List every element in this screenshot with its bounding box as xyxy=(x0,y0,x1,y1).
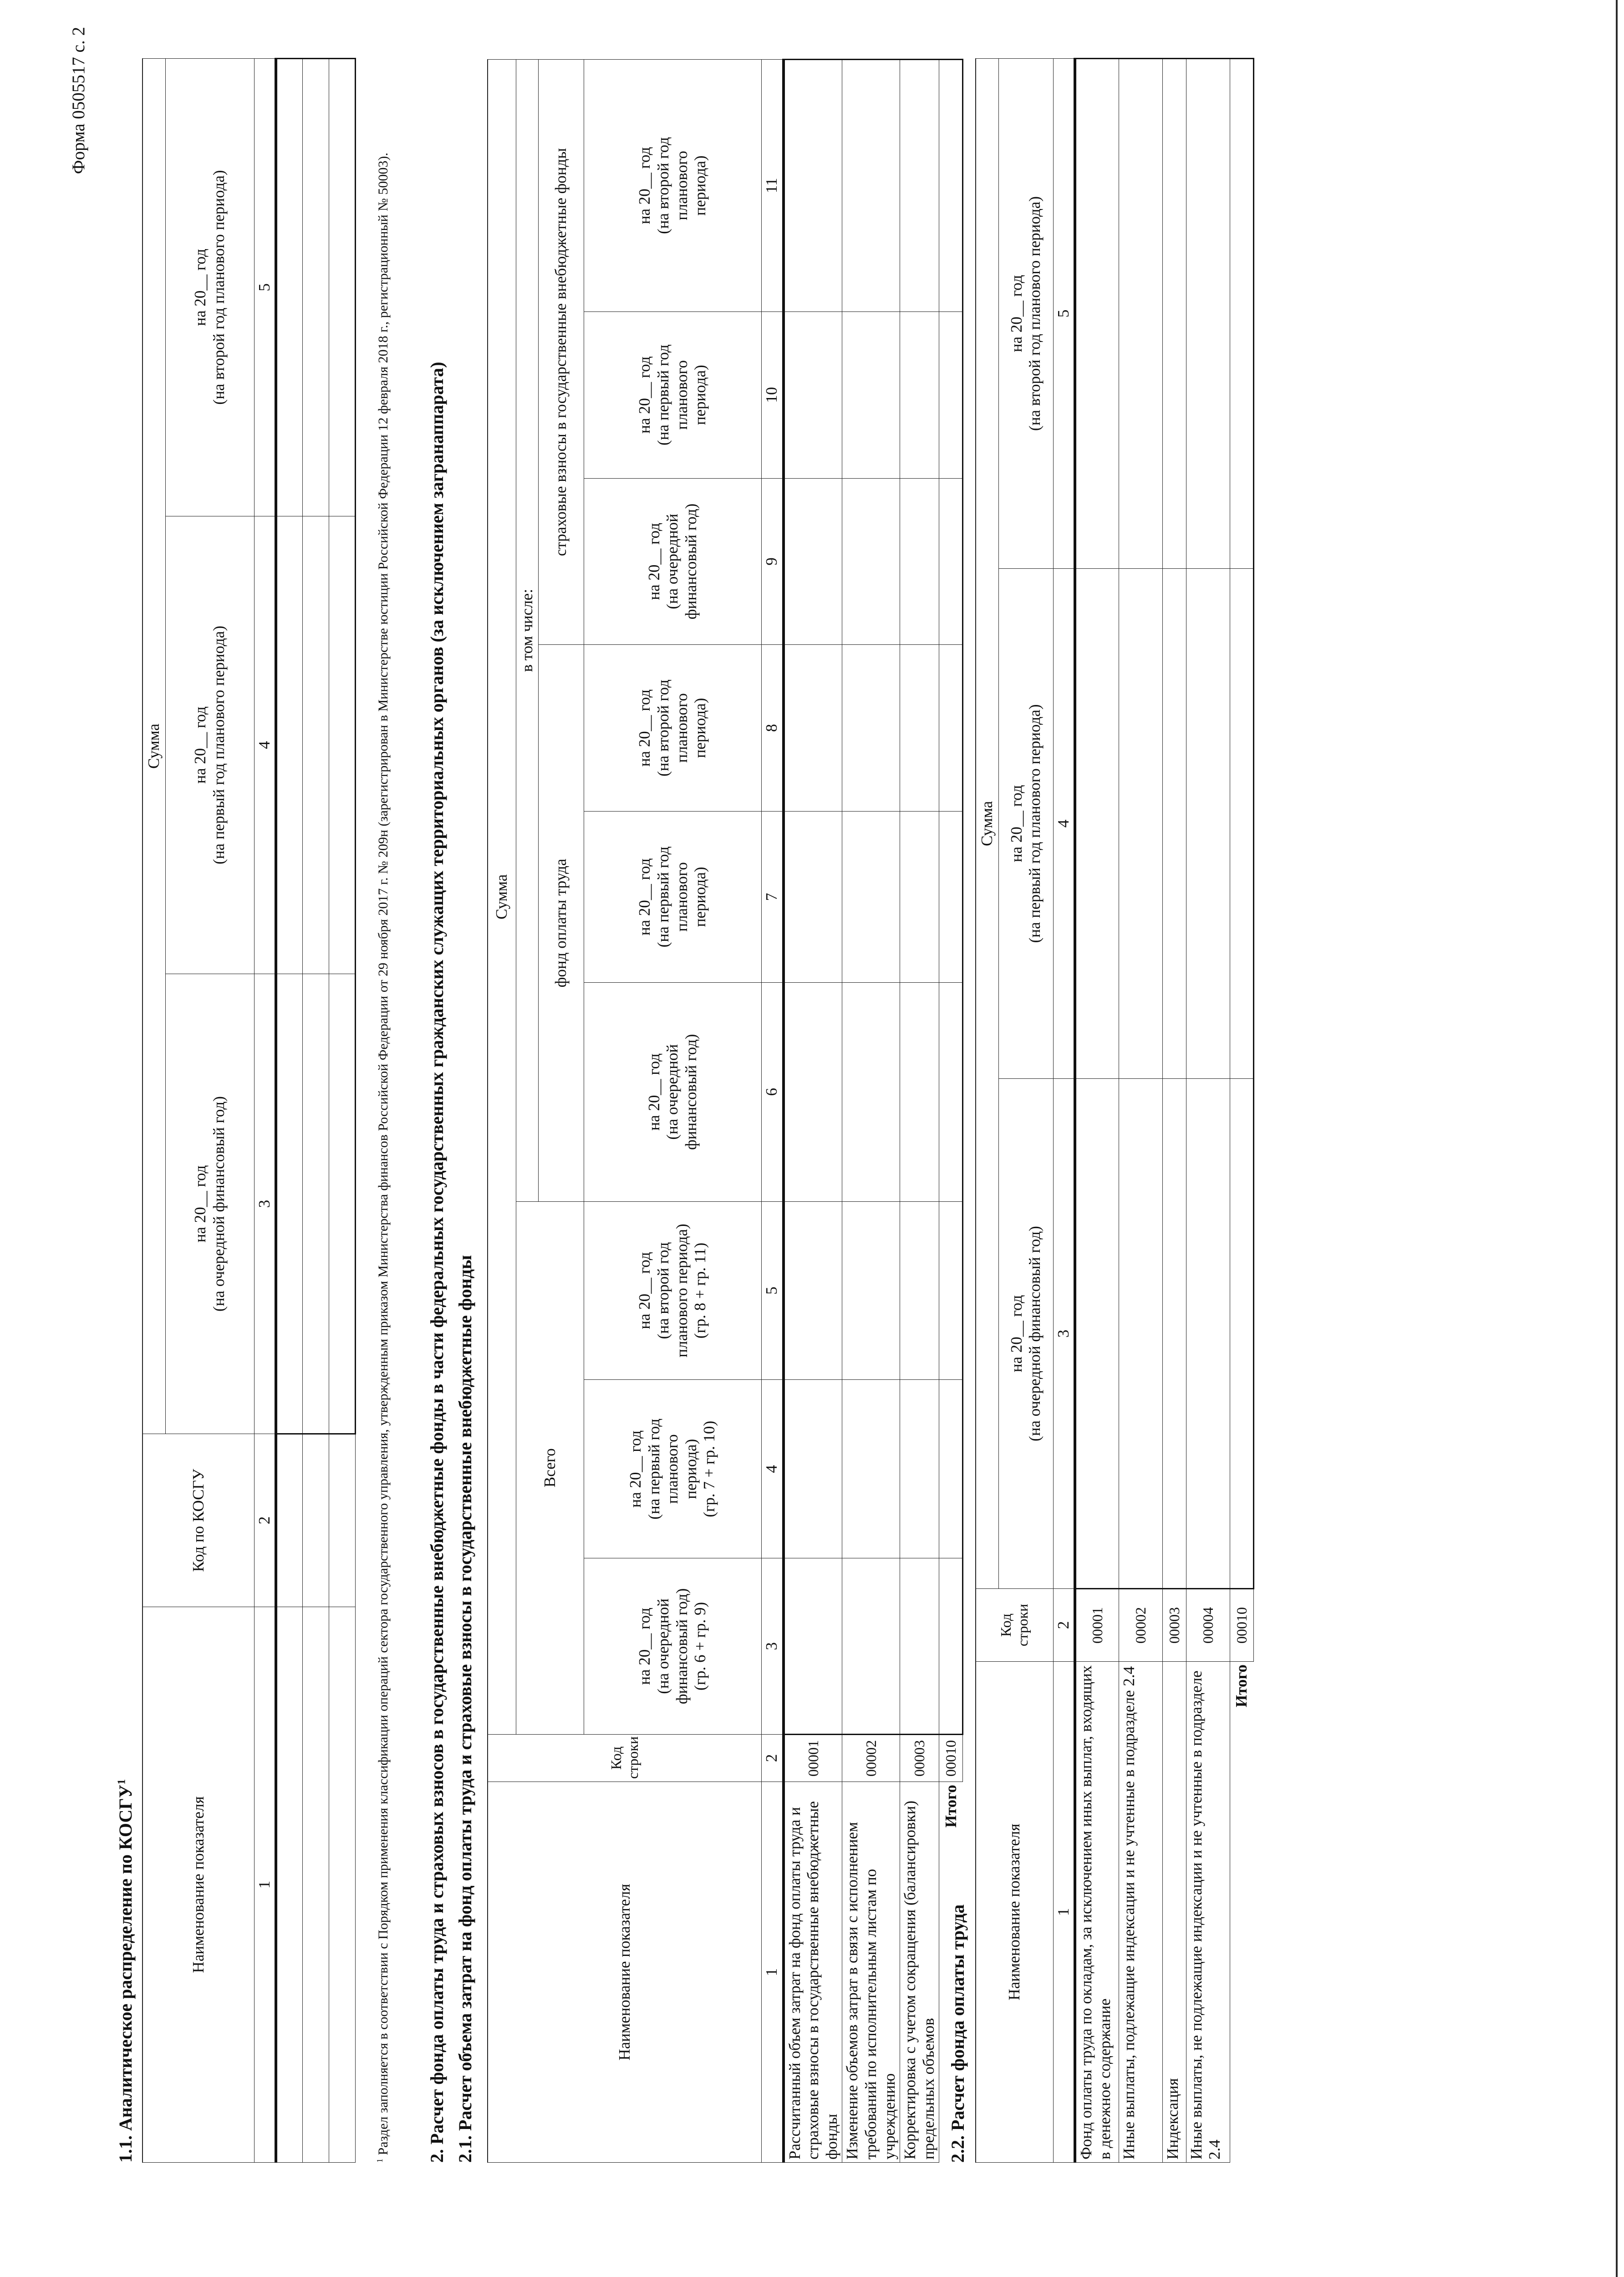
value-cell[interactable] xyxy=(784,478,842,645)
header-sum: Сумма xyxy=(488,60,516,1735)
value-cell[interactable] xyxy=(842,311,900,478)
total-label: Итого xyxy=(939,1782,963,2163)
total-label: Итого xyxy=(1230,1662,1253,2163)
row-code: 00001 xyxy=(784,1734,842,1782)
wage-fund-table xyxy=(975,58,1254,2163)
column-number: 1 xyxy=(254,1607,276,2163)
column-number: 8 xyxy=(762,645,784,812)
column-number: 1 xyxy=(1053,1662,1075,2163)
section-2-1-title: 2.1. Расчет объема затрат на фонд оплаты труда и страховые взносы в государственные внебюджетные фонды xyxy=(455,1255,475,2163)
value-cell[interactable] xyxy=(784,1558,842,1735)
value-cell[interactable] xyxy=(302,516,329,974)
value-cell[interactable] xyxy=(1075,1079,1119,1589)
header-name: Наименование показателя xyxy=(143,1607,254,2163)
value-cell[interactable] xyxy=(842,478,900,645)
value-cell[interactable] xyxy=(939,60,963,312)
value-cell[interactable] xyxy=(329,516,355,974)
row-name: Иные выплаты, подлежащие индексации и не учтенные в подразделе 2.4 xyxy=(1119,1662,1162,2163)
row-code: 00003 xyxy=(900,1734,939,1782)
value-cell[interactable] xyxy=(939,1380,963,1558)
header-total-year-3: на 20__ год (на второй год планового периода) (гр. 8 + гр. 11) xyxy=(584,1201,762,1380)
row-name: Корректировка с учетом сокращения (балансировки) предельных объемов xyxy=(900,1782,939,2163)
header-year-2: на 20__ год (на первый год планового периода) xyxy=(998,569,1053,1079)
wage-insurance-table xyxy=(487,59,963,2163)
row-code: 00002 xyxy=(842,1734,900,1782)
header-insurance: страховые взносы в государственные внебюджетные фонды xyxy=(539,60,584,645)
name-cell xyxy=(329,1607,355,2163)
table-row xyxy=(276,58,302,2162)
value-cell[interactable] xyxy=(784,1380,842,1558)
column-number: 3 xyxy=(254,974,276,1434)
header-year-3: на 20__ год (на второй год планового периода) xyxy=(165,58,254,516)
value-cell[interactable] xyxy=(276,516,302,974)
table-row xyxy=(302,58,329,2162)
value-cell[interactable] xyxy=(939,311,963,478)
value-cell[interactable] xyxy=(1075,58,1119,568)
table-row xyxy=(1119,58,1162,2162)
value-cell[interactable] xyxy=(939,478,963,645)
kosgu-cell xyxy=(276,1434,302,1607)
value-cell[interactable] xyxy=(276,974,302,1434)
header-insurance-year-1: на 20__ год (на очередной финансовый год) xyxy=(584,478,762,645)
value-cell[interactable] xyxy=(784,311,842,478)
value-cell[interactable] xyxy=(1230,58,1253,568)
value-cell[interactable] xyxy=(784,645,842,812)
kosgu-table xyxy=(142,58,356,2163)
value-cell[interactable] xyxy=(939,811,963,982)
table-row xyxy=(1186,58,1230,2162)
column-number: 5 xyxy=(762,1201,784,1380)
value-cell[interactable] xyxy=(900,60,939,312)
value-cell[interactable] xyxy=(900,1201,939,1380)
header-total-year-1: на 20__ год (на очередной финансовый год) (гр. 6 + гр. 9) xyxy=(584,1558,762,1735)
column-number: 2 xyxy=(1053,1589,1075,1662)
table-row xyxy=(329,58,355,2162)
value-cell[interactable] xyxy=(1119,58,1162,568)
column-number: 2 xyxy=(762,1734,784,1782)
value-cell[interactable] xyxy=(1075,569,1119,1079)
column-number: 4 xyxy=(1053,569,1075,1079)
table-row xyxy=(1075,58,1119,2162)
total-code: 00010 xyxy=(1230,1589,1253,1662)
table-row xyxy=(1162,58,1186,2162)
value-cell[interactable] xyxy=(900,645,939,812)
value-cell[interactable] xyxy=(900,478,939,645)
name-cell xyxy=(276,1607,302,2163)
column-number: 6 xyxy=(762,982,784,1201)
header-total: Всего xyxy=(516,1201,584,1734)
value-cell[interactable] xyxy=(302,974,329,1434)
column-number: 10 xyxy=(762,311,784,478)
value-cell[interactable] xyxy=(329,974,355,1434)
value-cell[interactable] xyxy=(784,1201,842,1380)
header-year-3: на 20__ год (на второй год планового периода) xyxy=(998,58,1053,568)
kosgu-cell xyxy=(329,1434,355,1607)
value-cell[interactable] xyxy=(1186,58,1230,568)
section-2-title: 2. Расчет фонда оплаты труда и страховых взносов в государственные внебюджетные фонды в части федеральных государственных гражданских служащих территориальных органов (за исключением загранаппарата) xyxy=(427,362,447,2163)
value-cell[interactable] xyxy=(842,982,900,1201)
header-kosgu-code: Код по КОСГУ xyxy=(143,1434,254,1607)
value-cell[interactable] xyxy=(842,1558,900,1735)
header-name: Наименование показателя xyxy=(976,1662,1053,2163)
value-cell[interactable] xyxy=(784,982,842,1201)
value-cell[interactable] xyxy=(1162,569,1186,1079)
row-name: Рассчитанный объем затрат на фонд оплаты труда и страховые взносы в государственные внебюджетные фонды xyxy=(784,1782,842,2163)
column-number: 1 xyxy=(762,1782,784,2163)
value-cell[interactable] xyxy=(900,982,939,1201)
column-number: 9 xyxy=(762,478,784,645)
value-cell[interactable] xyxy=(1186,569,1230,1079)
column-number: 7 xyxy=(762,811,784,982)
value-cell[interactable] xyxy=(900,1380,939,1558)
value-cell[interactable] xyxy=(900,1558,939,1735)
section-1-1-title: 1.1. Аналитическое распределение по КОСГУ$^1$ xyxy=(115,1779,136,2163)
value-cell[interactable] xyxy=(276,58,302,516)
header-wage-year-3: на 20__ год (на второй год планового периода) xyxy=(584,645,762,812)
column-number: 11 xyxy=(762,60,784,312)
value-cell[interactable] xyxy=(784,811,842,982)
row-code: 00004 xyxy=(1186,1589,1230,1662)
section-2-2-title: 2.2. Расчет фонда оплаты труда xyxy=(947,1904,968,2163)
value-cell[interactable] xyxy=(939,645,963,812)
value-cell[interactable] xyxy=(1230,1079,1253,1589)
value-cell[interactable] xyxy=(842,811,900,982)
value-cell[interactable] xyxy=(1162,58,1186,568)
value-cell[interactable] xyxy=(842,1380,900,1558)
header-insurance-year-2: на 20__ год (на первый год планового периода) xyxy=(584,311,762,478)
row-name: Иные выплаты, не подлежащие индексации и не учтенные в подразделе 2.4 xyxy=(1186,1662,1230,2163)
value-cell[interactable] xyxy=(842,645,900,812)
value-cell[interactable] xyxy=(939,1201,963,1380)
header-name: Наименование показателя xyxy=(488,1782,762,2163)
table-row xyxy=(900,60,939,2163)
row-name: Фонд оплаты труда по окладам, за исключением иных выплат, входящих в денежное содержание xyxy=(1075,1662,1119,2163)
header-wage-fund: фонд оплаты труда xyxy=(539,645,584,1201)
column-number: 3 xyxy=(762,1558,784,1735)
column-number: 4 xyxy=(254,516,276,974)
value-cell[interactable] xyxy=(1230,569,1253,1079)
row-name: Изменение объемов затрат в связи с исполнением требований по исполнительным листам по учреждению xyxy=(842,1782,900,2163)
row-code: 00001 xyxy=(1075,1589,1119,1662)
header-sum: Сумма xyxy=(143,58,165,1434)
row-name: Индексация xyxy=(1162,1662,1186,2163)
header-code: Код строки xyxy=(976,1589,1053,1662)
value-cell[interactable] xyxy=(1119,1079,1162,1589)
value-cell[interactable] xyxy=(302,58,329,516)
column-number: 4 xyxy=(762,1380,784,1558)
header-wage-year-1: на 20__ год (на очередной финансовый год) xyxy=(584,982,762,1201)
header-sum: Сумма xyxy=(976,58,998,1588)
value-cell[interactable] xyxy=(939,982,963,1201)
header-insurance-year-3: на 20__ год (на второй год планового периода) xyxy=(584,60,762,312)
column-number: 3 xyxy=(1053,1079,1075,1589)
row-code: 00002 xyxy=(1119,1589,1162,1662)
value-cell[interactable] xyxy=(1162,1079,1186,1589)
value-cell[interactable] xyxy=(900,811,939,982)
header-including: в том числе: xyxy=(516,60,539,1202)
header-code: Код строки xyxy=(488,1734,762,1782)
kosgu-cell xyxy=(302,1434,329,1607)
table-row xyxy=(842,60,900,2163)
column-number: 5 xyxy=(1053,58,1075,568)
value-cell[interactable] xyxy=(842,60,900,312)
value-cell[interactable] xyxy=(842,1201,900,1380)
name-cell xyxy=(302,1607,329,2163)
value-cell[interactable] xyxy=(1186,1079,1230,1589)
value-cell[interactable] xyxy=(939,1558,963,1735)
total-row xyxy=(939,60,963,2163)
value-cell[interactable] xyxy=(900,311,939,478)
total-row xyxy=(1230,58,1253,2162)
header-year-1: на 20__ год (на очередной финансовый год) xyxy=(998,1079,1053,1589)
header-wage-year-2: на 20__ год (на первый год планового периода) xyxy=(584,811,762,982)
value-cell[interactable] xyxy=(1119,569,1162,1079)
header-year-1: на 20__ год (на очередной финансовый год) xyxy=(165,974,254,1434)
footnote: $^1$ Раздел заполняется в соответствии с Порядком применения классификации операций сектора государственного управления, утвержденным приказом Министерства финансов Российской Федерации от 29 ноября 2017 г. № 209н (зарегистрирован в Министерстве юстиции Российской Федерации 12 февраля 2018 г., регистрационный № 50003). xyxy=(375,153,391,2163)
header-year-2: на 20__ год (на первый год планового периода) xyxy=(165,516,254,974)
column-number: 5 xyxy=(254,58,276,516)
header-total-year-2: на 20__ год (на первый год планового периода) (гр. 7 + гр. 10) xyxy=(584,1380,762,1558)
form-number: Форма 0505517 с. 2 xyxy=(69,27,88,174)
total-code: 00010 xyxy=(939,1734,963,1782)
table-row xyxy=(784,60,842,2163)
column-number: 2 xyxy=(254,1434,276,1607)
value-cell[interactable] xyxy=(329,58,355,516)
value-cell[interactable] xyxy=(784,60,842,312)
row-code: 00003 xyxy=(1162,1589,1186,1662)
